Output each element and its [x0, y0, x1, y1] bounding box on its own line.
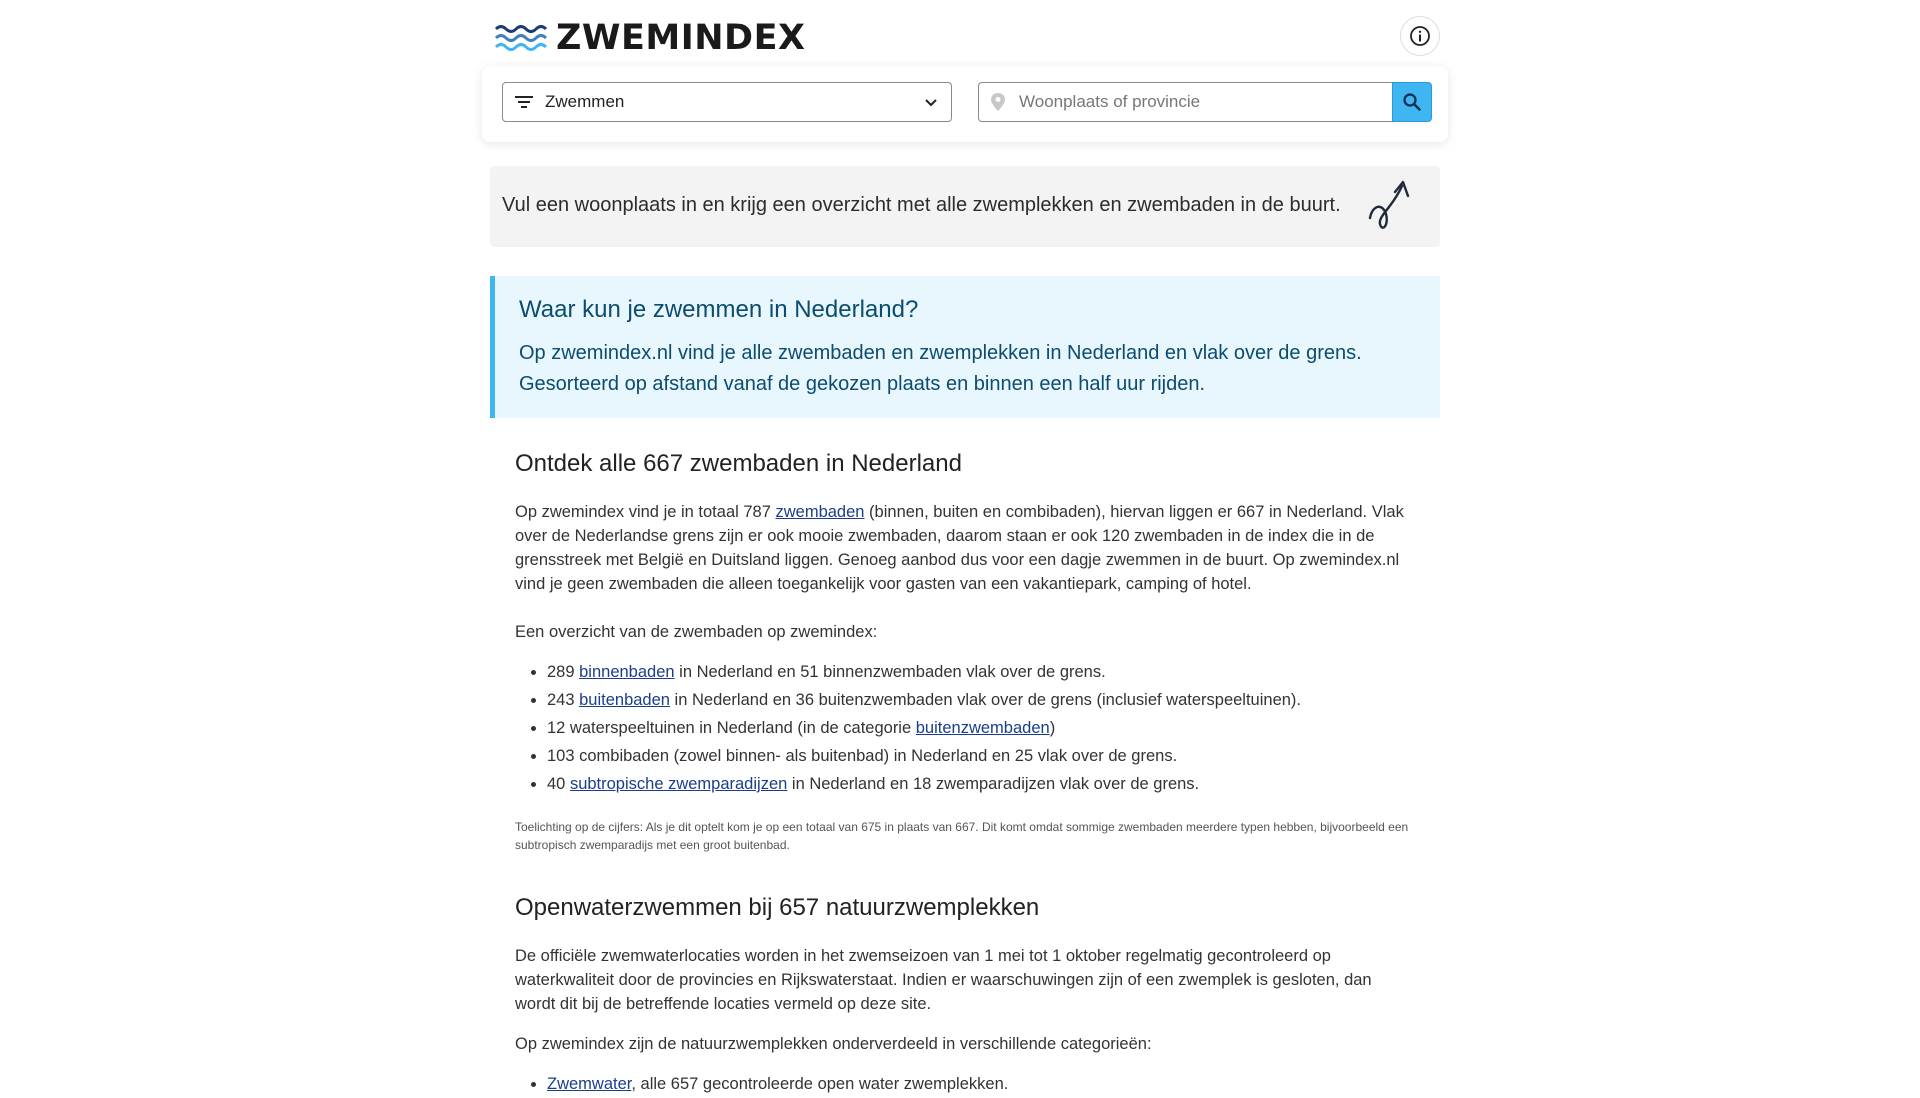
filter-icon — [513, 91, 535, 113]
search-card — [482, 66, 1448, 142]
main-content — [515, 450, 1415, 1098]
list-item-text: in Nederland en 36 buitenzwembaden vlak over de grens (inclusief waterspeeltuinen). — [669, 691, 1302, 709]
location-field — [978, 82, 1392, 122]
location-input[interactable] — [1019, 92, 1379, 112]
list-item — [547, 686, 1415, 714]
waves-logo-icon — [494, 23, 552, 53]
open-water-heading: Openwaterzwemmen bij 657 natuurzwemplekken — [515, 894, 1040, 921]
list-item — [547, 770, 1415, 798]
list-item — [547, 742, 1415, 770]
list-item — [547, 1070, 1415, 1098]
category-select[interactable] — [502, 82, 952, 122]
intro-callout — [490, 276, 1440, 418]
pools-intro — [515, 500, 1415, 596]
callout-text — [519, 338, 1419, 400]
category-select-value: Zwemmen — [545, 92, 625, 111]
map-pin-icon — [989, 92, 1007, 112]
logo-text: ZWEMINDEX — [556, 18, 806, 58]
callout-line-1: Op zwemindex.nl vind je alle zwembaden en zwemplekken in Nederland en vlak over de grens. — [519, 342, 1362, 364]
pools-overview-label: Een overzicht van de zwembaden op zwemindex: — [515, 623, 878, 641]
list-item-text: 40 — [547, 775, 570, 793]
pools-intro-post: (binnen, buiten en combibaden), hiervan liggen er 667 in Nederland. Vlak over de Nederlandse grens zijn er ook mooie zwembaden, daarom staan er ook 120 zwembaden in de index die in de grensstreek met België en Duitsland liggen. Genoeg aanbod dus voor een dagje zwemmen in de buurt. Op zwemindex.nl vind je geen zwembaden die alleen toegankelijk voor gasten van een vakantiepark, camping of hotel. — [515, 503, 1404, 593]
hint-box — [490, 166, 1440, 247]
pools-intro-pre: Op zwemindex vind je in totaal 787 — [515, 503, 776, 521]
link-buitenbaden[interactable]: buitenbaden — [579, 691, 670, 709]
list-item-text: in Nederland en 51 binnenzwembaden vlak over de grens. — [674, 663, 1106, 681]
header — [494, 14, 1440, 64]
open-water-categories-label: Op zwemindex zijn de natuurzwemplekken onderverdeeld in verschillende categorieën: — [515, 1035, 1152, 1053]
pools-list — [547, 658, 1415, 798]
pools-note: Toelichting op de cijfers: Als je dit optelt kom je op een totaal van 675 in plaats van 667. Dit komt omdat sommige zwembaden meerdere typen hebben, bijvoorbeeld een subtropisch zwemparadijs met een groot buitenbad. — [515, 820, 1409, 852]
open-water-paragraph: De officiële zwemwaterlocaties worden in het zwemseizoen van 1 mei tot 1 oktober regelmatig gecontroleerd op waterkwaliteit door de provincies en Rijkswaterstaat. Indien er waarschuwingen zijn of een zwemplek is gesloten, dan wordt dit bij de betreffende locaties vermeld op deze site. — [515, 947, 1372, 1013]
list-item-text: , alle 657 gecontroleerde open water zwemplekken. — [631, 1075, 1009, 1093]
list-item — [547, 658, 1415, 686]
list-item-text: 243 — [547, 691, 580, 709]
open-water-list — [547, 1070, 1415, 1098]
list-item-text: 12 waterspeeltuinen in Nederland (in de categorie — [547, 719, 916, 737]
link-subtropische-zwemparadijzen[interactable]: subtropische zwemparadijzen — [569, 775, 788, 793]
list-item-text: 289 — [547, 663, 580, 681]
list-item-text: ) — [1049, 719, 1056, 737]
pools-heading: Ontdek alle 667 zwembaden in Nederland — [515, 450, 962, 477]
search-icon — [1402, 92, 1422, 112]
callout-title: Waar kun je zwemmen in Nederland? — [519, 296, 919, 323]
list-item-text: 103 combibaden (zowel binnen- als buitenbad) in Nederland en 25 vlak over de grens. — [547, 747, 1178, 765]
hint-text: Vul een woonplaats in en krijg een overzicht met alle zwemplekken en zwembaden in de buurt. — [502, 194, 1341, 216]
curly-arrow-icon — [1362, 176, 1422, 236]
list-item — [547, 714, 1415, 742]
logo[interactable] — [494, 18, 805, 58]
info-button[interactable] — [1400, 16, 1440, 56]
callout-line-2: Gesorteerd op afstand vanaf de gekozen plaats en binnen een half uur rijden. — [519, 373, 1206, 395]
info-icon — [1409, 25, 1431, 47]
link-buitenzwembaden[interactable]: buitenzwembaden — [915, 719, 1050, 737]
link-zwembaden[interactable]: zwembaden — [775, 503, 865, 521]
chevron-down-icon — [923, 94, 939, 110]
link-zwemwater[interactable]: Zwemwater — [547, 1075, 632, 1093]
search-button[interactable] — [1392, 82, 1432, 122]
link-binnenbaden[interactable]: binnenbaden — [579, 663, 675, 681]
list-item-text: in Nederland en 18 zwemparadijzen vlak over de grens. — [787, 775, 1200, 793]
